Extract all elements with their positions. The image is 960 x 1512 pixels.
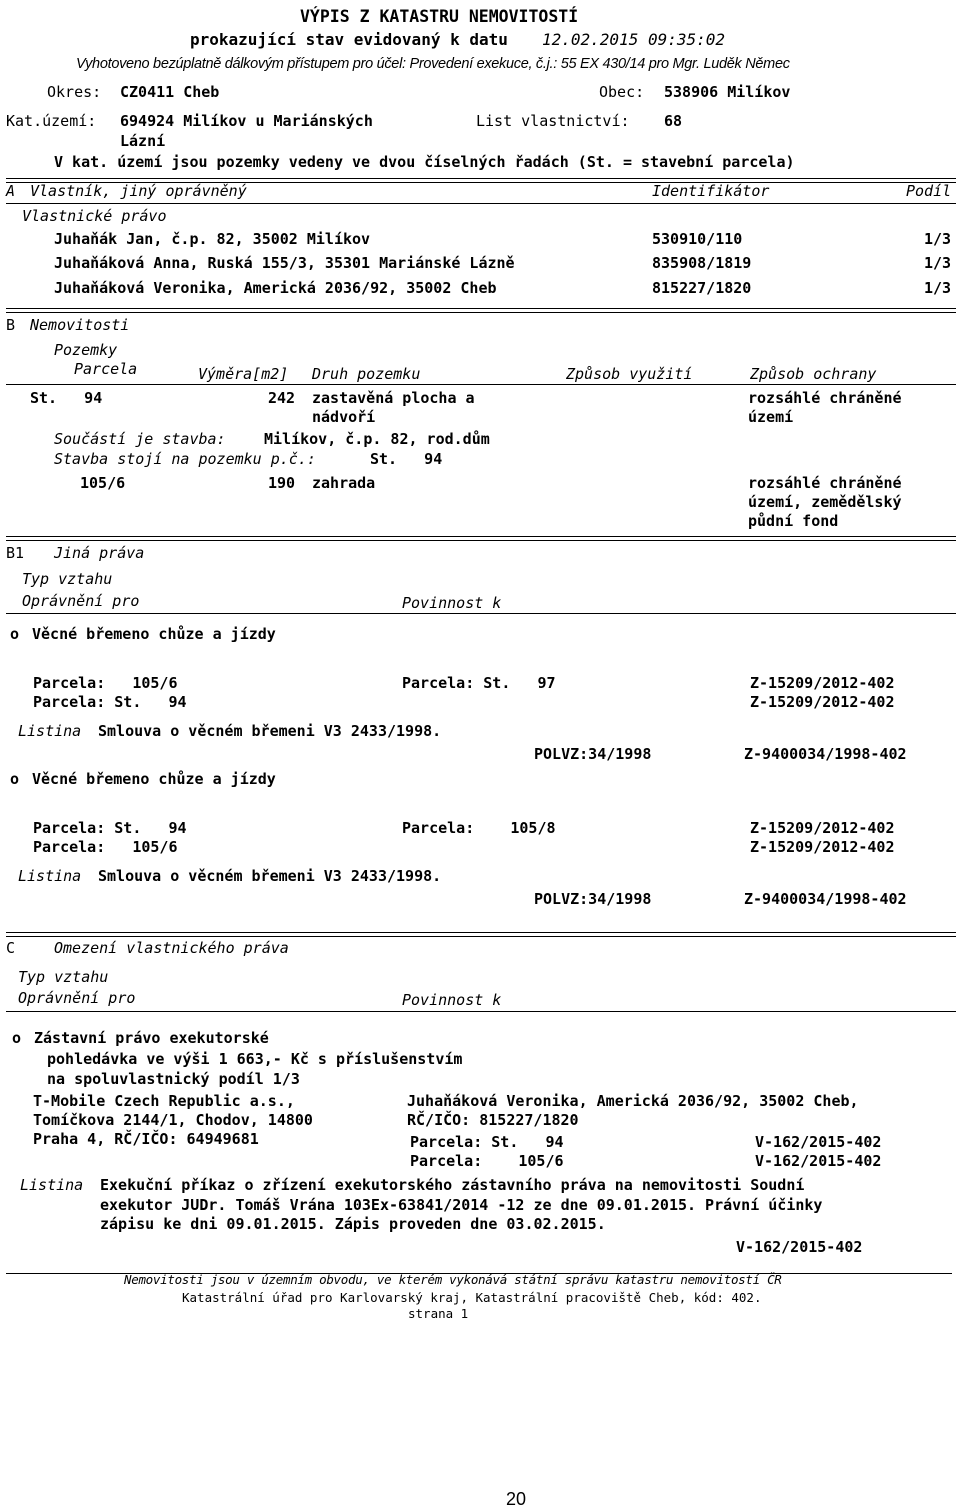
stavba-label: Stavba stojí na pozemku p.č.: bbox=[54, 450, 316, 468]
parcel-protection-2: území, zemědělský bbox=[748, 493, 902, 511]
entry-ref: Z-15209/2012-402 bbox=[750, 819, 895, 837]
owner-id: 530910/110 bbox=[652, 230, 743, 248]
section-b1-title: Jiná práva bbox=[54, 544, 145, 562]
owner-name: Juhaňáková Veronika, Americká 2036/92, 35002 Cheb bbox=[54, 279, 497, 297]
section-a-title: Vlastník, jiný oprávněný bbox=[30, 182, 247, 200]
listina-value: Smlouva o věcném břemeni V3 2433/1998. bbox=[98, 867, 442, 885]
polvz: POLVZ:34/1998 bbox=[534, 745, 652, 763]
soucasti-value: Milíkov, č.p. 82, rod.dům bbox=[264, 430, 490, 448]
bullet: o bbox=[12, 1029, 22, 1047]
divider bbox=[6, 613, 956, 614]
divider bbox=[6, 1011, 956, 1012]
lien-parcel-2: Parcela: 105/6 bbox=[410, 1152, 564, 1170]
col-druh: Druh pozemku bbox=[312, 365, 421, 383]
divider bbox=[6, 308, 956, 313]
listina-text-3: zápisu ke dni 09.01.2015. Zápis proveden dne 03.02.2015. bbox=[100, 1215, 606, 1233]
okres-value: CZ0411 Cheb bbox=[120, 83, 220, 101]
footer-line-1: Nemovitosti jsou v územním obvodu, ve kterém vykonává státní správu katastru nemovitostí ČR bbox=[124, 1272, 782, 1287]
owner-name: Juhaňák Jan, č.p. 82, 35002 Milíkov bbox=[54, 230, 371, 248]
parcel-protection-2: území bbox=[748, 408, 794, 426]
povinnost-k: Povinnost k bbox=[402, 991, 502, 1009]
debtor-id: RČ/IČO: 815227/1820 bbox=[407, 1111, 579, 1129]
obec-value: 538906 Milíkov bbox=[664, 83, 791, 101]
parcel-protection-3: půdní fond bbox=[748, 512, 839, 530]
entry-left-parcel-2: Parcela: 105/6 bbox=[33, 838, 178, 856]
soucasti-label: Součástí je stavba: bbox=[54, 430, 226, 448]
opravneni-pro: Oprávnění pro bbox=[22, 592, 140, 610]
lien-parcel-ref: V-162/2015-402 bbox=[755, 1133, 882, 1151]
section-c-letter: C bbox=[6, 939, 16, 957]
debtor: Juhaňáková Veronika, Americká 2036/92, 35002 Cheb, bbox=[407, 1092, 859, 1110]
owner-share: 1/3 bbox=[924, 254, 952, 272]
parcel-type: zastavěná plocha a bbox=[312, 389, 475, 407]
lien-parcel-ref-2: V-162/2015-402 bbox=[755, 1152, 882, 1170]
list-value: 68 bbox=[664, 112, 683, 130]
listina-label: Listina bbox=[20, 1176, 84, 1194]
opravneni-pro: Oprávnění pro bbox=[18, 989, 136, 1007]
entry-right-parcel: Parcela: St. 97 bbox=[402, 674, 556, 692]
section-c-title: Omezení vlastnického práva bbox=[54, 939, 289, 957]
listina-text-2: exekutor JUDr. Tomáš Vrána 103Ex-63841/2014 -12 ze dne 09.01.2015. Právní účinky bbox=[100, 1196, 823, 1214]
col-ochrana: Způsob ochrany bbox=[750, 365, 877, 383]
typ-vztahu: Typ vztahu bbox=[22, 570, 113, 588]
listina-text: Exekuční příkaz o zřízení exekutorského zástavního práva na nemovitosti Soudní bbox=[100, 1176, 805, 1194]
listina-label: Listina bbox=[18, 867, 82, 885]
entry-left-parcel: Parcela: St. 94 bbox=[33, 819, 187, 837]
list-label: List vlastnictví: bbox=[476, 112, 630, 130]
entry-right-parcel: Parcela: 105/8 bbox=[402, 819, 556, 837]
katuzemi-value: 694924 Milíkov u Mariánských bbox=[120, 112, 373, 130]
subtitle-prefix: prokazující stav evidovaný k datu bbox=[190, 30, 508, 49]
section-b-title: Nemovitosti bbox=[30, 316, 130, 334]
parcel-type: zahrada bbox=[312, 474, 376, 492]
bullet: o bbox=[10, 770, 20, 788]
owner-name: Juhaňáková Anna, Ruská 155/3, 35301 Mariánské Lázně bbox=[54, 254, 515, 272]
parcel-number: 105/6 bbox=[80, 474, 126, 492]
parcel-type-2: nádvoří bbox=[312, 408, 376, 426]
section-b1-letter: B1 bbox=[6, 544, 25, 562]
lien-parcel: Parcela: St. 94 bbox=[410, 1133, 564, 1151]
entry-left-parcel-2: Parcela: St. 94 bbox=[33, 693, 187, 711]
entry-name: Věcné břemeno chůze a jízdy bbox=[32, 625, 276, 643]
entry-ref: Z-15209/2012-402 bbox=[750, 674, 895, 692]
page-number: 20 bbox=[506, 1489, 527, 1509]
owner-id: 835908/1819 bbox=[652, 254, 752, 272]
stavba-value: St. 94 bbox=[370, 450, 443, 468]
bullet: o bbox=[10, 625, 20, 643]
parcela-label: Parcela bbox=[74, 360, 138, 378]
header-note: V kat. území jsou pozemky vedeny ve dvou číselných řadách (St. = stavební parcela) bbox=[54, 153, 795, 171]
parcel-area: 190 bbox=[268, 474, 296, 492]
typ-vztahu: Typ vztahu bbox=[18, 968, 109, 986]
col-identifikator: Identifikátor bbox=[652, 182, 770, 200]
divider bbox=[6, 384, 956, 385]
parcel-protection: rozsáhlé chráněné bbox=[748, 474, 902, 492]
notice-text: Vyhotoveno bezúplatně dálkovým přístupem pro účel: Provedení exekuce, č.j.: 55 EX 430/14 pro Mgr. Luděk Němec bbox=[76, 56, 790, 72]
creditor: T-Mobile Czech Republic a.s., bbox=[33, 1092, 295, 1110]
section-a-letter: A bbox=[6, 182, 16, 200]
entry-ref-2: Z-15209/2012-402 bbox=[750, 693, 895, 711]
polvz-ref: Z-9400034/1998-402 bbox=[744, 890, 907, 908]
creditor-address: Tomíčkova 2144/1, Chodov, 14800 bbox=[33, 1111, 313, 1129]
obec-label: Obec: bbox=[599, 83, 645, 101]
subtitle-date: 12.02.2015 09:35:02 bbox=[542, 30, 726, 49]
katuzemi-label: Kat.území: bbox=[6, 112, 97, 130]
polvz-ref: Z-9400034/1998-402 bbox=[744, 745, 907, 763]
document-title: VÝPIS Z KATASTRU NEMOVITOSTÍ bbox=[300, 7, 579, 26]
col-vymera: Výměra[m2] bbox=[198, 365, 289, 383]
parcel-area: 242 bbox=[268, 389, 296, 407]
col-vyuziti: Způsob využití bbox=[566, 365, 693, 383]
section-a-subtitle: Vlastnické právo bbox=[22, 207, 167, 225]
footer-line-2: Katastrální úřad pro Karlovarský kraj, Katastrální pracoviště Cheb, kód: 402. bbox=[182, 1290, 762, 1305]
parcel-protection: rozsáhlé chráněné bbox=[748, 389, 902, 407]
pozemky-label: Pozemky bbox=[54, 341, 118, 359]
lien-desc: pohledávka ve výši 1 663,- Kč s příslušenstvím bbox=[47, 1050, 463, 1068]
listina-value: Smlouva o věcném břemeni V3 2433/1998. bbox=[98, 722, 442, 740]
okres-label: Okres: bbox=[47, 83, 102, 101]
katuzemi-value-2: Lázní bbox=[120, 132, 166, 150]
owner-share: 1/3 bbox=[924, 279, 952, 297]
section-b-letter: B bbox=[6, 316, 16, 334]
listina-label: Listina bbox=[18, 722, 82, 740]
divider bbox=[6, 536, 956, 541]
entry-ref-2: Z-15209/2012-402 bbox=[750, 838, 895, 856]
entry-left-parcel: Parcela: 105/6 bbox=[33, 674, 178, 692]
parcel-number: St. 94 bbox=[30, 389, 103, 407]
owner-id: 815227/1820 bbox=[652, 279, 752, 297]
entry-name: Věcné břemeno chůze a jízdy bbox=[32, 770, 276, 788]
owner-share: 1/3 bbox=[924, 230, 952, 248]
footer-strana: strana 1 bbox=[408, 1306, 469, 1321]
lien-name: Zástavní právo exekutorské bbox=[34, 1029, 269, 1047]
lien-desc-2: na spoluvlastnický podíl 1/3 bbox=[47, 1070, 300, 1088]
final-ref: V-162/2015-402 bbox=[736, 1238, 863, 1256]
povinnost-k: Povinnost k bbox=[402, 594, 502, 612]
col-podil: Podíl bbox=[906, 182, 952, 200]
divider bbox=[6, 203, 956, 204]
polvz: POLVZ:34/1998 bbox=[534, 890, 652, 908]
creditor-id: Praha 4, RČ/IČO: 64949681 bbox=[33, 1130, 259, 1148]
divider bbox=[6, 932, 956, 937]
